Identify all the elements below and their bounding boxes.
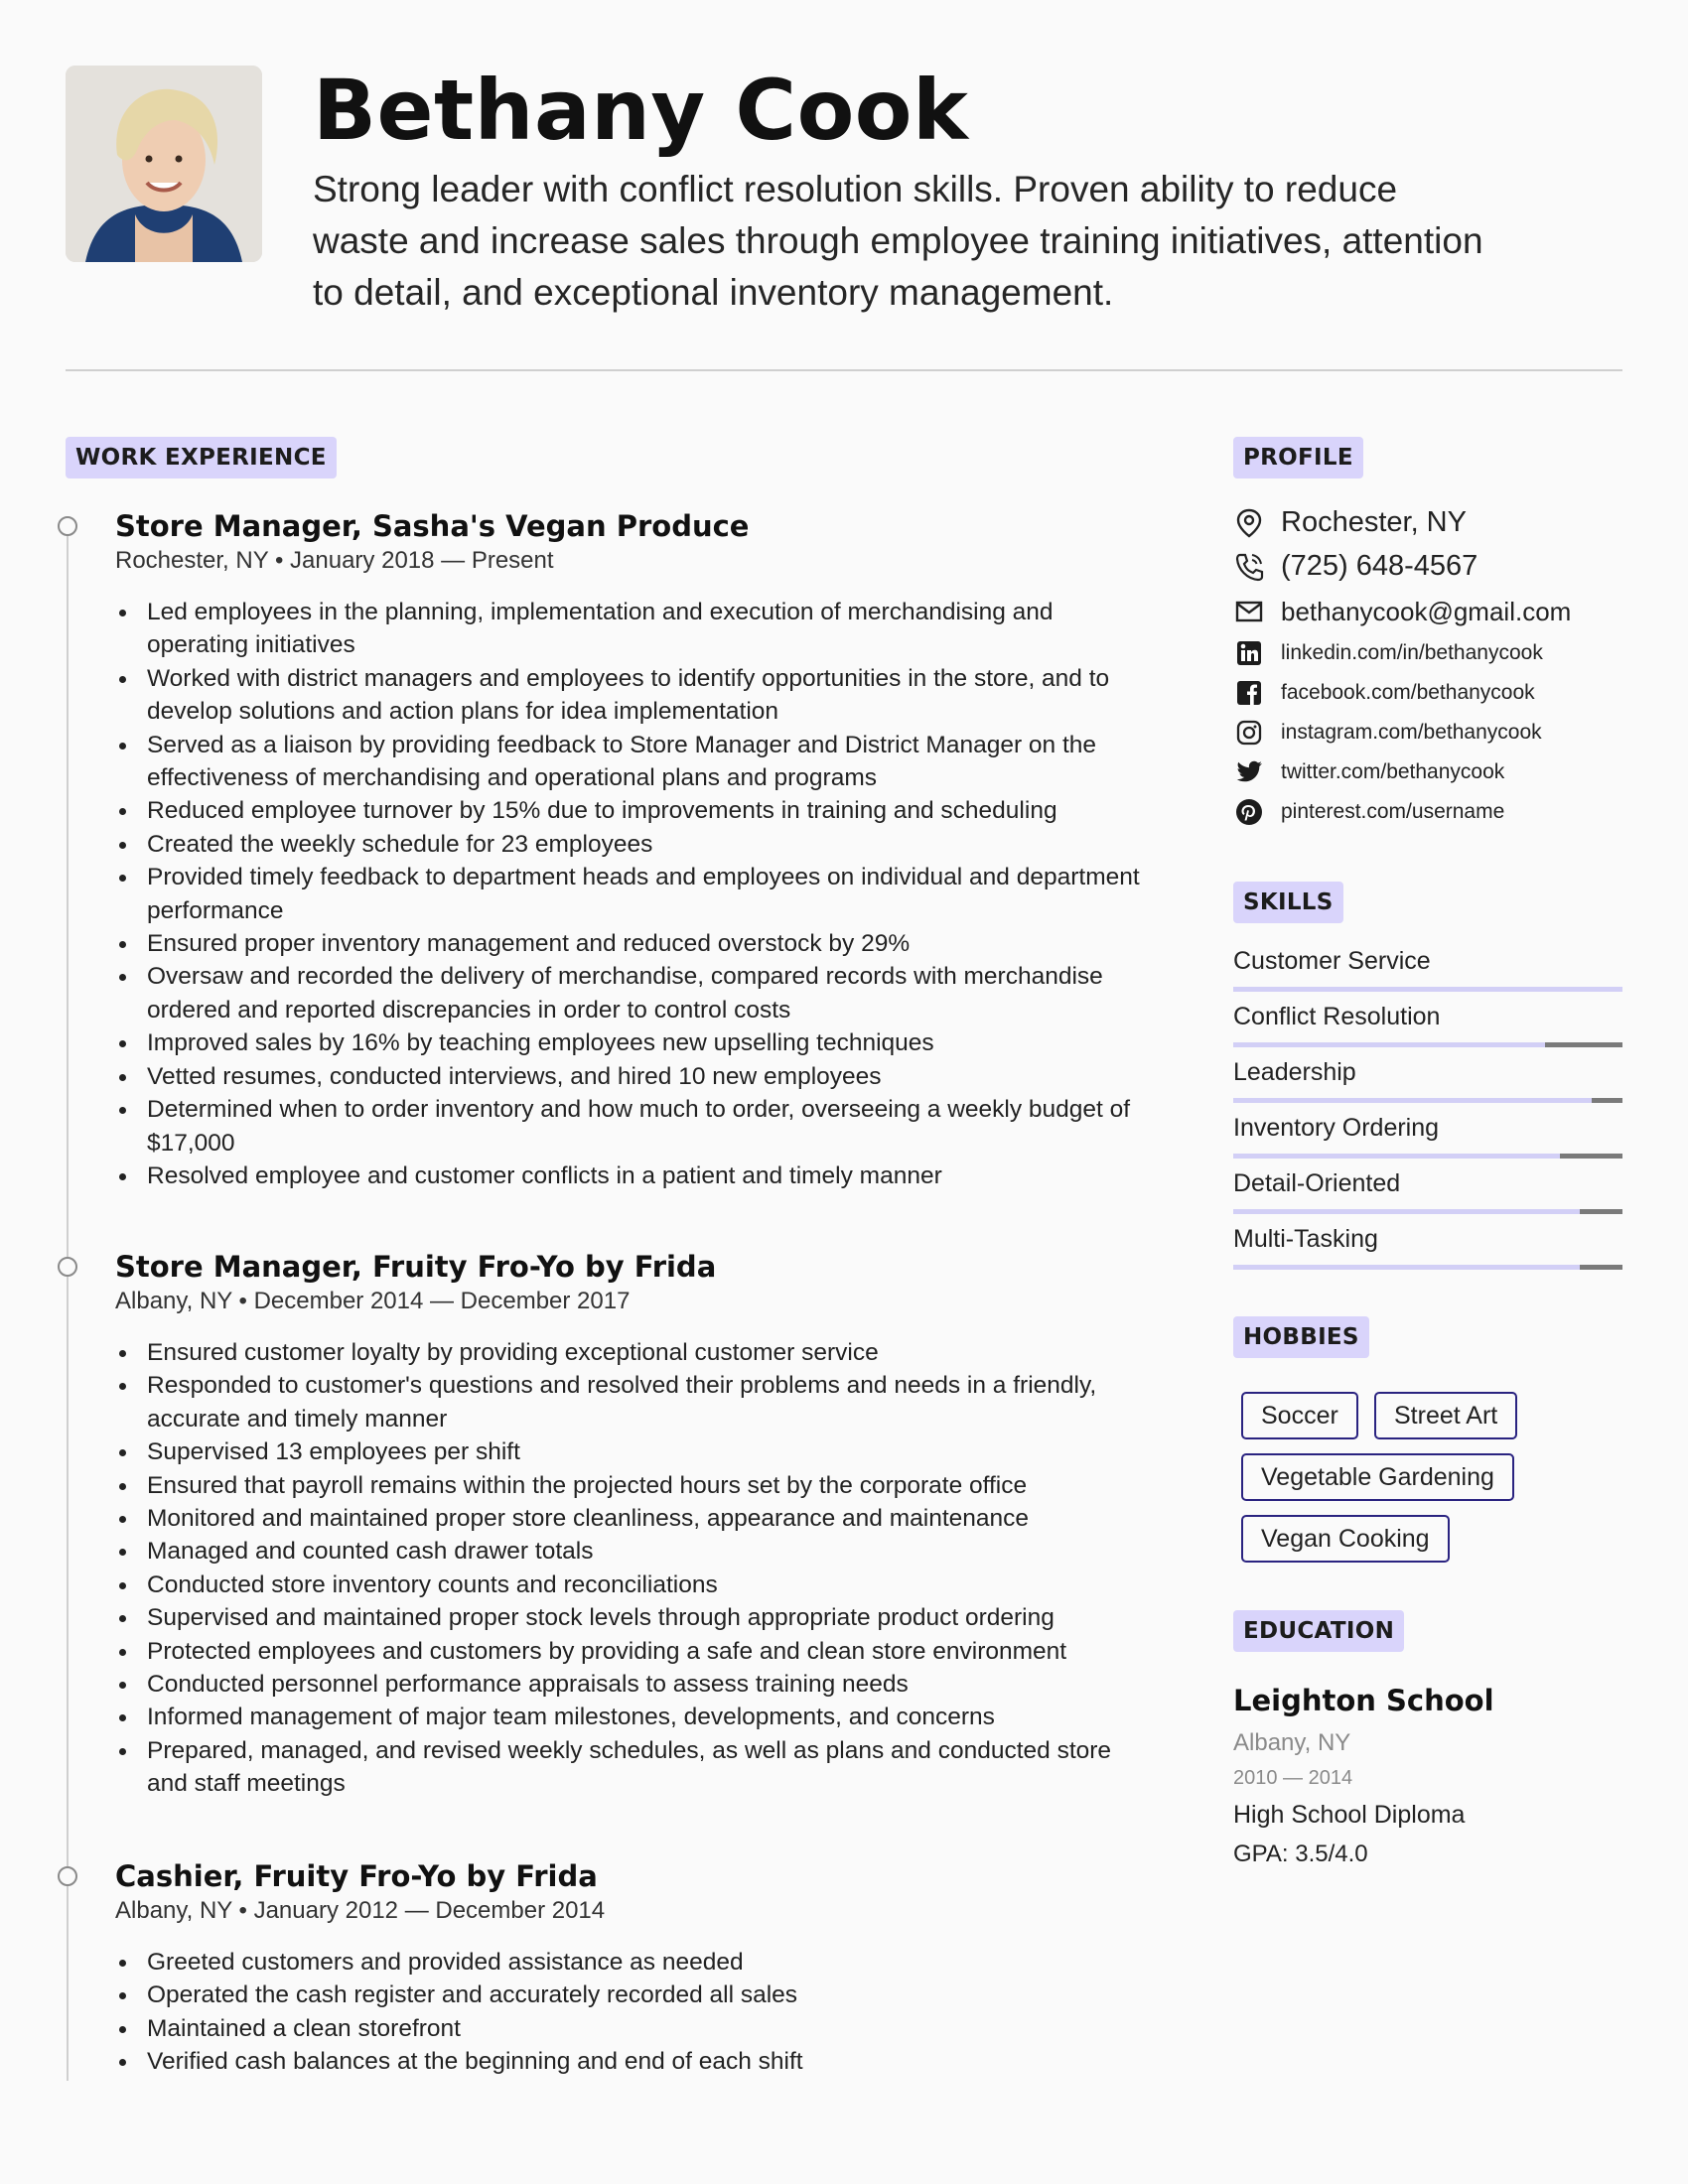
skill-bar-remainder (1560, 1154, 1622, 1159)
list-item: Verified cash balances at the beginning and end of each shift (115, 2045, 1148, 2078)
list-item: Conducted store inventory counts and reconciliations (115, 1569, 1148, 1601)
twitter-icon (1233, 756, 1265, 788)
skill-bar (1233, 1209, 1622, 1214)
contact-phone (1233, 550, 1477, 583)
list-item: Oversaw and recorded the delivery of merchandise, compared records with merchandise ordered and reported discrepancies in order to control costs (115, 960, 1148, 1026)
list-item: Supervised 13 employees per shift (115, 1435, 1148, 1468)
timeline-line (67, 526, 69, 2081)
skill-name: Leadership (1233, 1058, 1356, 1086)
education-heading: EDUCATION (1233, 1610, 1404, 1652)
instagram-icon (1233, 717, 1265, 749)
skill-bar-remainder (1580, 1209, 1622, 1214)
hobbies-heading: HOBBIES (1233, 1316, 1369, 1358)
contact-twitter (1233, 756, 1504, 788)
list-item: Ensured that payroll remains within the projected hours set by the corporate office (115, 1469, 1148, 1502)
location-pin-icon (1233, 507, 1265, 539)
contact-email-text[interactable]: bethanycook@gmail.com (1281, 596, 1572, 626)
list-item: Resolved employee and customer conflicts in a patient and timely manner (115, 1160, 1148, 1192)
contact-location (1233, 506, 1467, 539)
list-item: Protected employees and customers by providing a safe and clean store environment (115, 1635, 1148, 1668)
summary-text: Strong leader with conflict resolution skills. Proven ability to reduce waste and increase sales through employee training initiatives, attention to detail, and exceptional inventory management. (313, 169, 1483, 313)
list-item: Prepared, managed, and revised weekly schedules, as well as plans and conducted store and staff meetings (115, 1734, 1148, 1801)
education-gpa: GPA: 3.5/4.0 (1233, 1841, 1368, 1867)
contact-twitter-text[interactable]: twitter.com/bethanycook (1281, 760, 1505, 783)
list-item: Responded to customer's questions and resolved their problems and needs in a friendly, accurate and timely manner (115, 1369, 1148, 1435)
timeline-dot (58, 516, 77, 536)
education-years: 2010 — 2014 (1233, 1767, 1353, 1789)
list-item: Operated the cash register and accurately recorded all sales (115, 1979, 1148, 2011)
pinterest-icon (1233, 796, 1265, 828)
skill-name: Detail-Oriented (1233, 1169, 1401, 1197)
skill-name: Inventory Ordering (1233, 1114, 1440, 1142)
candidate-name: Bethany Cook (313, 62, 969, 159)
timeline-dot (58, 1866, 77, 1886)
list-item: Determined when to order inventory and how much to order, overseeing a weekly budget of $17,000 (115, 1093, 1148, 1160)
skill-bar (1233, 1098, 1622, 1103)
list-item: Ensured proper inventory management and reduced overstock by 29% (115, 927, 1148, 960)
skills-heading: SKILLS (1233, 882, 1343, 923)
skill-item (1233, 1056, 1622, 1103)
work-experience-heading: WORK EXPERIENCE (66, 437, 337, 478)
list-item: Maintained a clean storefront (115, 2012, 1148, 2045)
hobby-tag: Vegan Cooking (1241, 1515, 1450, 1563)
job-bullets (115, 596, 1148, 1192)
skill-item (1233, 1167, 1622, 1214)
facebook-icon (1233, 677, 1265, 709)
job-title: Store Manager, Sasha's Vegan Produce (115, 509, 750, 543)
contact-phone-text: (725) 648-4567 (1281, 550, 1478, 582)
list-item: Worked with district managers and employees to identify opportunities in the store, and to develop solutions and action plans for idea implementation (115, 662, 1148, 729)
skill-item (1233, 1001, 1622, 1047)
linkedin-icon (1233, 637, 1265, 669)
skill-item (1233, 1112, 1622, 1159)
list-item: Supervised and maintained proper stock levels through appropriate product ordering (115, 1601, 1148, 1634)
contact-pinterest-text[interactable]: pinterest.com/username (1281, 800, 1505, 823)
list-item: Improved sales by 16% by teaching employees new upselling techniques (115, 1026, 1148, 1059)
job-bullets (115, 1946, 1148, 2079)
contact-location-text: Rochester, NY (1281, 506, 1467, 538)
phone-icon (1233, 551, 1265, 583)
skill-bar-remainder (1580, 1265, 1622, 1270)
list-item: Monitored and maintained proper store cleanliness, appearance and maintenance (115, 1502, 1148, 1535)
list-item: Conducted personnel performance appraisals to assess training needs (115, 1668, 1148, 1701)
contact-facebook (1233, 677, 1535, 709)
contact-pinterest (1233, 796, 1504, 828)
list-item: Informed management of major team milestones, developments, and concerns (115, 1701, 1148, 1733)
job-1 (115, 508, 1148, 1192)
skill-bar-remainder (1545, 1042, 1622, 1047)
skill-bar (1233, 1042, 1622, 1047)
list-item: Led employees in the planning, implementation and execution of merchandising and operating initiatives (115, 596, 1148, 662)
skill-bar-remainder (1592, 1098, 1622, 1103)
skill-bar (1233, 987, 1622, 992)
hobby-tag: Vegetable Gardening (1241, 1453, 1514, 1501)
job-title: Cashier, Fruity Fro-Yo by Frida (115, 1859, 598, 1893)
skill-name: Customer Service (1233, 947, 1431, 975)
contact-email (1233, 596, 1571, 627)
job-meta: Rochester, NY • January 2018 — Present (115, 547, 554, 574)
list-item: Created the weekly schedule for 23 employees (115, 828, 1148, 861)
skill-name: Multi-Tasking (1233, 1225, 1378, 1253)
skill-bar (1233, 1265, 1622, 1270)
list-item: Vetted resumes, conducted interviews, and hired 10 new employees (115, 1060, 1148, 1093)
list-item: Managed and counted cash drawer totals (115, 1535, 1148, 1568)
profile-photo (66, 66, 262, 262)
contact-instagram-text[interactable]: instagram.com/bethanycook (1281, 721, 1542, 744)
education-location: Albany, NY (1233, 1729, 1351, 1756)
skill-name: Conflict Resolution (1233, 1003, 1441, 1030)
mail-icon (1233, 596, 1265, 627)
contact-facebook-text[interactable]: facebook.com/bethanycook (1281, 681, 1535, 704)
contact-instagram (1233, 717, 1542, 749)
list-item: Reduced employee turnover by 15% due to improvements in training and scheduling (115, 794, 1148, 827)
list-item: Served as a liaison by providing feedback to Store Manager and District Manager on the effectiveness of merchandising and operational plans and programs (115, 729, 1148, 795)
list-item: Provided timely feedback to department heads and employees on individual and department performance (115, 861, 1148, 927)
job-3 (115, 1858, 1148, 2079)
job-bullets (115, 1336, 1148, 1801)
skill-item (1233, 1223, 1622, 1270)
job-meta: Albany, NY • January 2012 — December 2014 (115, 1897, 606, 1924)
education-degree: High School Diploma (1233, 1801, 1466, 1829)
job-meta: Albany, NY • December 2014 — December 2017 (115, 1288, 631, 1314)
contact-linkedin-text[interactable]: linkedin.com/in/bethanycook (1281, 641, 1543, 664)
education-school: Leighton School (1233, 1684, 1494, 1717)
job-2 (115, 1249, 1148, 1801)
contact-linkedin (1233, 637, 1543, 669)
hobby-tag: Street Art (1374, 1392, 1517, 1439)
timeline-dot (58, 1257, 77, 1277)
job-title: Store Manager, Fruity Fro-Yo by Frida (115, 1250, 717, 1284)
skill-bar (1233, 1154, 1622, 1159)
header-divider (66, 369, 1622, 371)
profile-heading: PROFILE (1233, 437, 1363, 478)
list-item: Greeted customers and provided assistance as needed (115, 1946, 1148, 1979)
hobby-tag: Soccer (1241, 1392, 1358, 1439)
skill-item (1233, 945, 1622, 992)
list-item: Ensured customer loyalty by providing exceptional customer service (115, 1336, 1148, 1369)
